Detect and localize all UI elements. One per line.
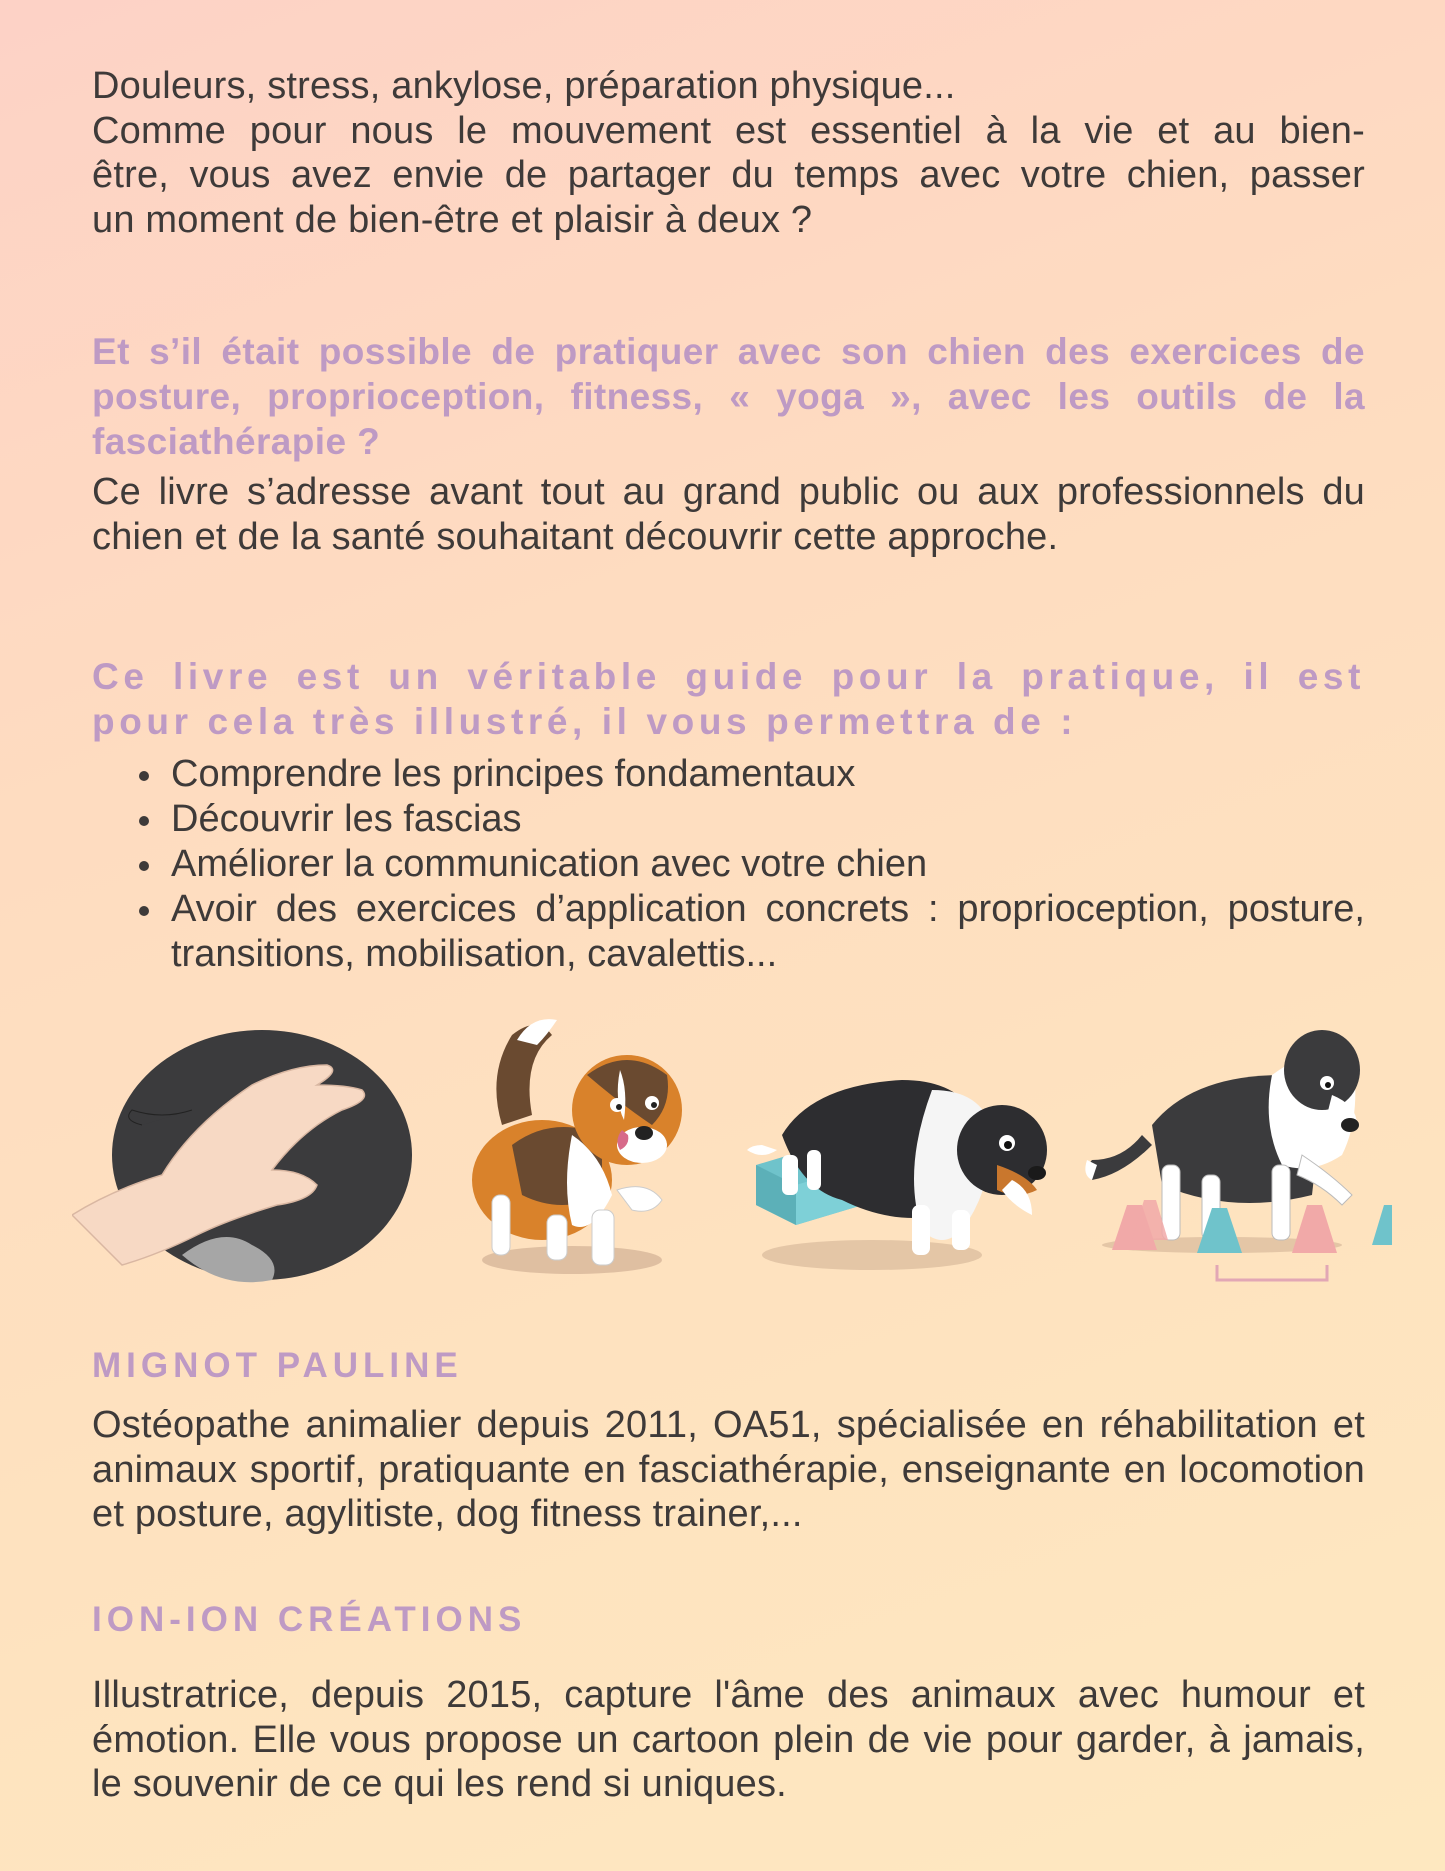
bullet-icon [139, 861, 149, 871]
bullet-icon [139, 771, 149, 781]
intro-line: un moment de bien-être et plaisir à deux ? [92, 198, 813, 241]
list-item-text: Avoir des exercices d’application concrets : proprioception, posture, transitions, mobilisation, cavalettis... [171, 888, 1365, 975]
list-item [92, 842, 1365, 887]
illustrations-strip [72, 1015, 1392, 1285]
hand-on-fur-illustration [72, 1030, 412, 1282]
sable-sheltie-illustration [472, 1019, 682, 1274]
list-item-text: Comprendre les principes fondamentaux [171, 753, 856, 795]
list-item-text: Améliorer la communication avec votre chien [171, 843, 928, 885]
bullet-icon [139, 906, 149, 916]
benefits-list [92, 752, 1365, 977]
illustrator-bio: Illustratrice, depuis 2015, capture l'âme des animaux avec humour et émotion. Elle vous propose un cartoon plein de vie pour garder, à jamais, le souvenir de ce qui les rend si uniques. [92, 1674, 1365, 1805]
bullet-icon [139, 816, 149, 826]
author-name-heading: MIGNOT PAULINE [92, 1346, 463, 1385]
guide-heading: Ce livre est un véritable guide pour la pratique, il est pour cela très illustré, il vous permettra de : [92, 656, 1365, 742]
author-bio: Ostéopathe animalier depuis 2011, OA51, spécialisée en réhabilitation et animaux sportif, pratiquante en fasciathérapie, enseignante en locomotion et posture, agylitiste, dog fitness trainer,... [92, 1404, 1365, 1535]
question-highlight: Et s’il était possible de pratiquer avec son chien des exercices de posture, proprioception, fitness, « yoga », avec les outils de la fasciathérapie ? [92, 331, 1365, 462]
intro-line: être, vous avez envie de partager du temps avec votre chien, passer [92, 154, 1365, 196]
intro-line: Douleurs, stress, ankylose, préparation physique... [92, 65, 956, 107]
illustrator-name-heading: ION-ION CRÉATIONS [92, 1600, 527, 1639]
list-item [92, 752, 1365, 797]
tricolor-sheltie-illustration [747, 1080, 1047, 1270]
audience-paragraph: Ce livre s’adresse avant tout au grand public ou aux professionnels du chien et de la santé souhaitant découvrir cette approche. [92, 471, 1365, 558]
list-item [92, 797, 1365, 842]
intro-paragraph [92, 64, 1365, 242]
border-collie-illustration [1085, 1030, 1392, 1280]
intro-line: Comme pour nous le mouvement est essentiel à la vie et au bien- [92, 109, 1365, 152]
list-item [92, 887, 1365, 977]
list-item-text: Découvrir les fascias [171, 798, 522, 840]
